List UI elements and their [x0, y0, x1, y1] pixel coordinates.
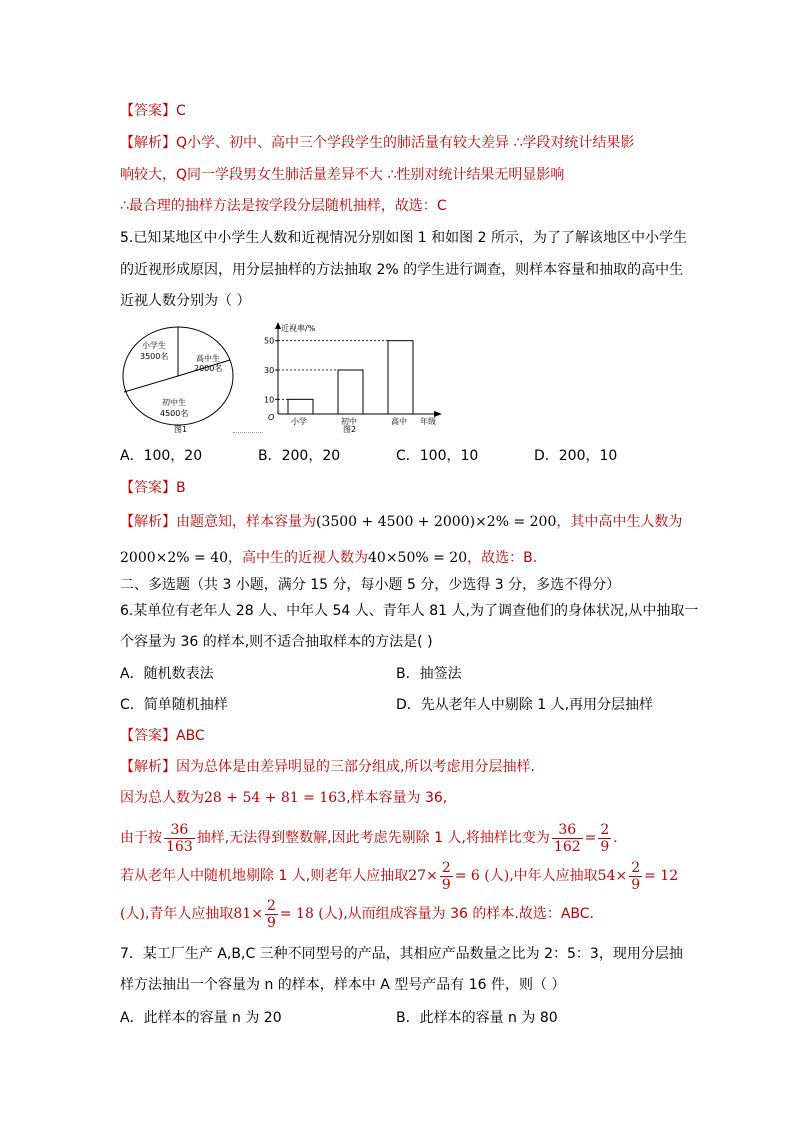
q5-analysis-line-2: 2000×2% = 40，高中生的近视人数为40×50% = 20，故选：B. [120, 550, 538, 566]
x-tick-label: 高中 [391, 417, 407, 426]
y-tick-label: 10 [264, 395, 275, 405]
fraction: $\frac{2}{9}$ [441, 859, 451, 893]
answer-value: ABC [176, 728, 205, 744]
q6-analysis-line-5: (人),青年人应抽取81× $\frac{2}{9}$ = 18 (人),从而组成容量为 36 的样本.故选：ABC. [120, 897, 595, 931]
q5-answer [120, 478, 186, 498]
q6-stem-line-1: 6.某单位有老年人 28 人、中年人 54 人、青年人 81 人,为了调查他们的身体状况,从中抽取一 [120, 603, 699, 619]
q7-option-b[interactable]: B．此样本的容量 n 为 80 [396, 1010, 558, 1026]
q5-option-b[interactable]: B．200，20 [258, 448, 341, 464]
fraction: $\frac{2}{9}$ [631, 859, 641, 893]
answer-tag: 【答案】 [120, 103, 176, 119]
q5-analysis-line-1: 【解析】由题意知，样本容量为(3500 + 4500 + 2000)×2% = 200，其中高中生人数为 [120, 514, 683, 530]
y-tick-label: 30 [264, 366, 275, 375]
q6-stem-line-2: 个容量为 36 的样本,则不适合抽取样本的方法是( ) [120, 634, 433, 650]
q7-stem-line-2: 样方法抽出一个容量为 n 的样本，样本中 A 型号产品有 16 件，则（ ） [120, 977, 566, 993]
q4-analysis-line-2: 响较大，Q同一学段男女生肺活量差异不大 ∴性别对统计结果无明显影响 [120, 167, 565, 183]
answer-value: C [176, 103, 186, 119]
fraction: $\frac{2}{9}$ [600, 821, 610, 855]
origin-label: O [268, 413, 275, 422]
pie-slice-count: 3500名 [140, 352, 169, 361]
answer-value: B [176, 480, 186, 496]
analysis-tag: 【解析】 [120, 759, 176, 775]
pie-caption: 图1 [174, 425, 188, 434]
q6-analysis-line-3: 由于按 $\frac{36}{163}$ 抽样,无法得到整数解,因此考虑先剔除 1 人,将抽样比变为 $\frac{36}{162}$ = $\frac{2}{9}$ . [120, 821, 618, 855]
fraction: $\frac{36}{162}$ [553, 821, 581, 855]
q6-option-b[interactable]: B．抽签法 [396, 666, 462, 682]
q6-analysis-line-1: 【解析】因为总体是由差异明显的三部分组成,所以考虑用分层抽样. [120, 759, 535, 775]
bar-chart [262, 320, 452, 438]
q6-answer [120, 726, 205, 746]
answer-tag: 【答案】 [120, 480, 176, 496]
x-axis-label: 年级 [420, 417, 436, 426]
y-axis-label: 近视率/% [281, 324, 316, 333]
fraction: $\frac{36}{163}$ [166, 821, 193, 855]
q4-answer [120, 101, 186, 121]
pie-slice-label: 初中生 [162, 398, 186, 407]
q5-option-c[interactable]: C．100，10 [396, 448, 479, 464]
q7-stem-line-1: 7．某工厂生产 A,B,C 三种不同型号的产品，其相应产品数量之比为 2：5：3，现用分层抽 [120, 946, 683, 962]
q6-option-a[interactable]: A．随机数表法 [120, 666, 214, 682]
q5-option-d[interactable]: D．200，10 [534, 448, 618, 464]
bar-高中 [388, 341, 413, 414]
q7-option-a[interactable]: A．此样本的容量 n 为 20 [120, 1010, 282, 1026]
pie-slice-count: 4500名 [160, 409, 189, 418]
pie-figure [118, 320, 243, 438]
q4-analysis-line-1: 【解析】Q小学、初中、高中三个学段学生的肺活量有较大差异 ∴学段对统计结果影 [120, 135, 635, 151]
q6-analysis-line-4: 若从老年人中随机地剔除 1 人,则老年人应抽取27× $\frac{2}{9}$ = 6 (人),中年人应抽取54× $\frac{2}{9}$ = 12 [120, 859, 679, 893]
fraction: $\frac{2}{9}$ [266, 897, 276, 931]
pie-slice-label: 高中生 [196, 354, 220, 363]
x-tick-label: 初中 [341, 417, 357, 426]
analysis-tag: 【解析】 [120, 135, 176, 151]
pie-slice-label: 小学生 [142, 341, 166, 350]
q5-stem-line-3: 近视人数分别为（ ） [120, 293, 251, 309]
bar-小学 [288, 399, 313, 414]
q6-option-d[interactable]: D．先从老年人中剔除 1 人,再用分层抽样 [396, 697, 654, 713]
q5-stem-line-2: 的近视形成原因，用分层抽样的方法抽取 2% 的学生进行调查，则样本容量和抽取的高中生 [120, 262, 684, 278]
x-tick-label: 小学 [291, 417, 307, 426]
y-tick-label: 50 [264, 336, 275, 346]
q6-option-c[interactable]: C．简单随机抽样 [120, 697, 228, 713]
analysis-tag: 【解析】 [120, 514, 176, 530]
answer-tag: 【答案】 [120, 728, 176, 744]
q5-option-a[interactable]: A．100，20 [120, 448, 203, 464]
q5-stem-line-1: 5.已知某地区中小学生人数和近视情况分别如图 1 和如图 2 所示，为了了解该地区中小学生 [120, 230, 687, 246]
q6-analysis-line-2: 因为总人数为28 + 54 + 81 = 163,样本容量为 36, [120, 790, 448, 806]
dotted-separator [233, 432, 263, 433]
bar-初中 [338, 370, 363, 414]
pie-slice-count: 2000名 [194, 364, 223, 373]
section-heading: 二、多选题（共 3 小题，满分 15 分，每小题 5 分，少选得 3 分，多选不得分） [120, 577, 621, 593]
bar-chart-caption: 图2 [343, 425, 357, 434]
q4-analysis-line-3: ∴最合理的抽样方法是按学段分层随机抽样，故选：C [120, 198, 447, 214]
